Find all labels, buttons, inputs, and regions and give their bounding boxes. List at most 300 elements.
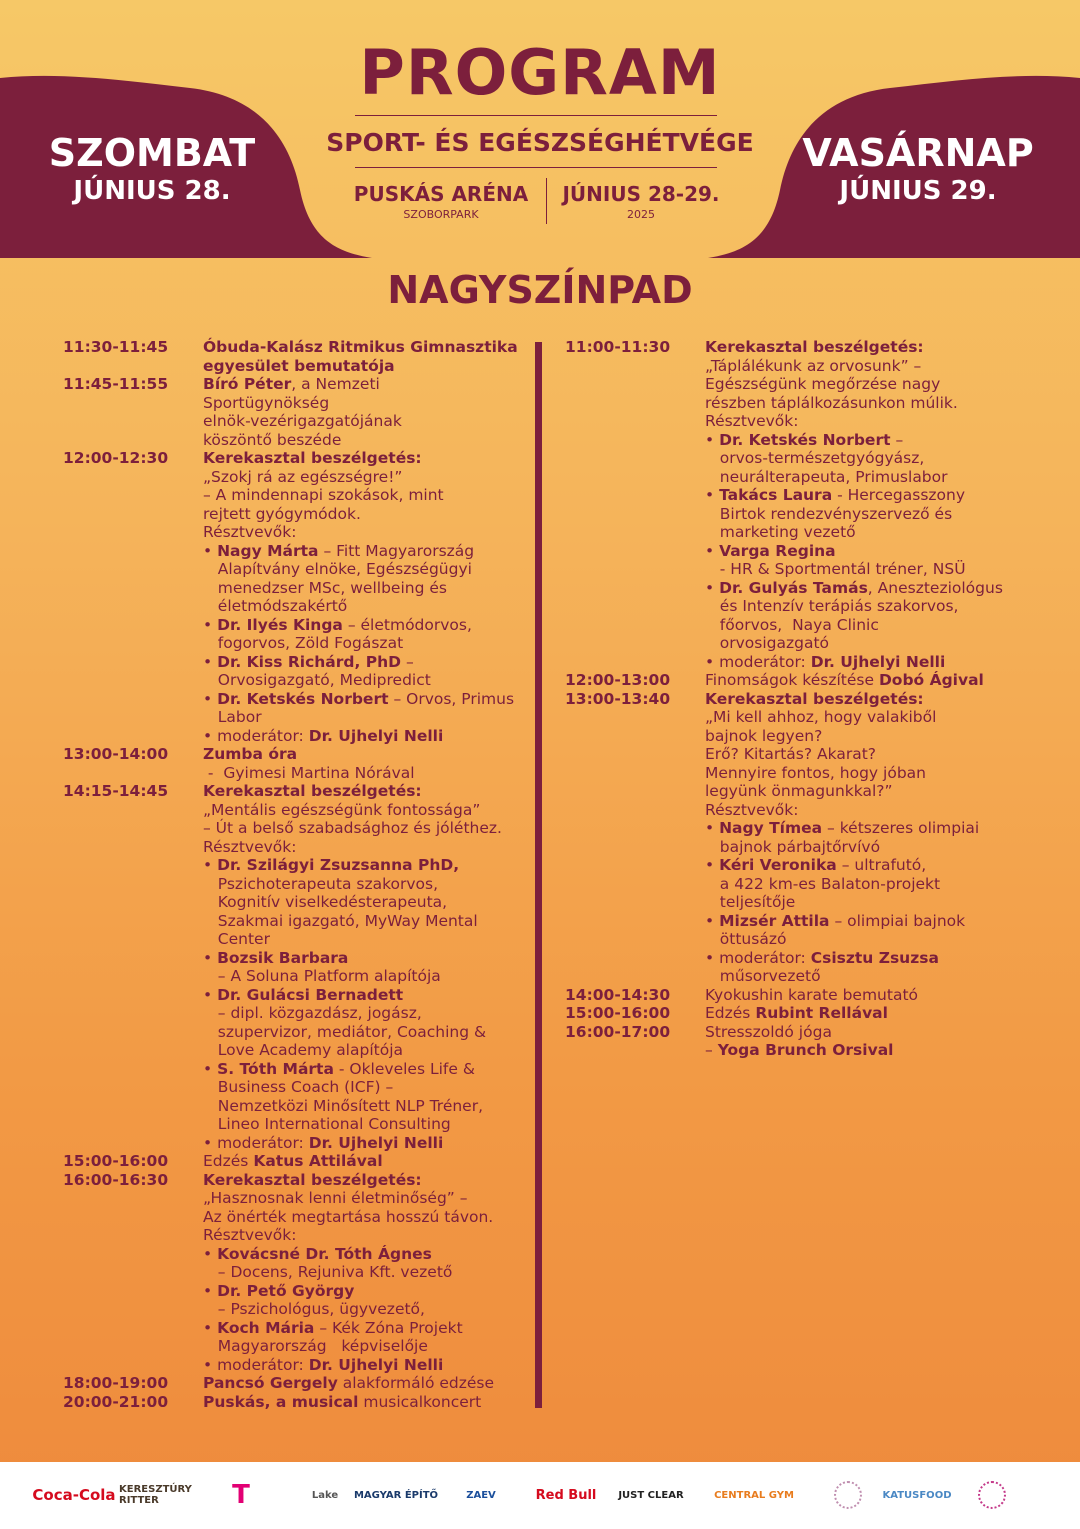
detail-text: „Táplálékunk az orvosunk” – [705, 356, 922, 375]
sponsor-logo-mark [978, 1481, 1006, 1509]
event-details [203, 745, 528, 782]
detail-line [203, 634, 528, 653]
detail-text: , Aneszteziológus [867, 578, 1003, 597]
detail-text: Résztvevők: [203, 837, 297, 856]
venue: PUSKÁS ARÉNA [353, 182, 529, 206]
detail-text: – Út a belső szabadsághoz és jóléthez. [203, 819, 502, 837]
event-dates: JÚNIUS 28-29. [562, 182, 720, 206]
highlight-text: Dr. Pető György [217, 1281, 355, 1300]
detail-text: szupervizor, mediátor, Coaching & [203, 1022, 487, 1041]
detail-text: Stresszoldó jóga [705, 1022, 832, 1041]
detail-text: Résztvevők: [705, 800, 799, 819]
detail-line [203, 986, 528, 1005]
detail-line [705, 930, 1035, 949]
schedule-row [63, 782, 528, 1152]
detail-text: – Orvos, Primus [388, 689, 515, 708]
detail-line [203, 708, 528, 727]
detail-text: – [890, 430, 904, 449]
event-details [203, 1171, 528, 1375]
detail-line [203, 856, 528, 875]
sunday-schedule [565, 338, 1035, 1060]
event-details [705, 986, 1035, 1005]
detail-line [203, 1004, 528, 1023]
detail-line [705, 1004, 1035, 1023]
detail-text: Orvosigazgató, Medipredict [203, 671, 431, 689]
highlight-text: egyesület bemutatója [203, 356, 395, 375]
time-slot: 12:00-13:00 [565, 671, 671, 689]
time-slot: 16:00-16:30 [63, 1170, 169, 1189]
detail-line [203, 838, 528, 857]
detail-text: Edzés [705, 1004, 756, 1022]
detail-text: öttusázó [705, 930, 787, 948]
highlight-text: Bozsik Barbara [217, 948, 349, 967]
detail-text: • [705, 430, 720, 449]
time-slot: 11:30-11:45 [63, 338, 169, 356]
detail-line [705, 412, 1035, 431]
detail-text: • moderátor: [705, 948, 811, 967]
detail-text: „Mi kell ahhoz, hogy valakiből [705, 708, 937, 726]
detail-line [203, 1023, 528, 1042]
detail-line [203, 690, 528, 709]
detail-text: Finomságok készítése [705, 671, 879, 689]
time-slot: 18:00-19:00 [63, 1374, 169, 1392]
time-slot: 16:00-17:00 [565, 1022, 671, 1041]
detail-line [203, 1060, 528, 1079]
detail-line [203, 1134, 528, 1153]
detail-text: és Intenzív terápiás szakorvos, [705, 597, 959, 615]
detail-line [705, 357, 1035, 376]
event-details [203, 782, 528, 1152]
detail-text: „Hasznosnak lenni életminőség” – [203, 1189, 468, 1207]
detail-line [203, 412, 528, 431]
detail-line [705, 449, 1035, 468]
detail-line [705, 671, 1035, 690]
sponsor-logo: JUST CLEAR [618, 1489, 684, 1501]
schedule-row [565, 1004, 1035, 1023]
time-slot: 14:15-14:45 [63, 782, 169, 800]
detail-text: a 422 km-es Balaton-projekt [705, 874, 941, 893]
detail-text: • [203, 615, 218, 634]
detail-text: – dipl. közgazdász, jogász, [203, 1004, 422, 1022]
detail-text: • [203, 856, 218, 874]
highlight-text: Rubint Rellával [755, 1004, 888, 1022]
detail-text: teljesítője [705, 893, 796, 911]
detail-text: • [203, 1244, 218, 1263]
detail-text: neurálterapeuta, Primuslabor [705, 467, 948, 486]
detail-text: – Fitt Magyarország [318, 541, 475, 560]
event-details [203, 1393, 528, 1412]
detail-line [203, 727, 528, 746]
detail-line [203, 653, 528, 672]
highlight-text: Dr. Ujhelyi Nelli [308, 1133, 444, 1152]
schedule-row [63, 338, 528, 375]
detail-text: köszöntő beszéde [203, 430, 342, 449]
detail-line [705, 375, 1035, 394]
schedule-row [565, 671, 1035, 690]
event-details [705, 338, 1035, 671]
time-slot: 12:00-12:30 [63, 449, 169, 467]
time-slot: 14:00-14:30 [565, 985, 671, 1004]
highlight-text: Kerekasztal beszélgetés: [705, 689, 924, 708]
sunday-label [798, 130, 1038, 206]
detail-line [203, 449, 528, 468]
detail-text: • moderátor: [203, 1355, 309, 1374]
sponsor-logo: Coca-Cola [32, 1486, 116, 1504]
saturday-label [32, 130, 272, 206]
detail-line [705, 597, 1035, 616]
detail-line [203, 1152, 528, 1171]
detail-text: • [705, 541, 720, 560]
detail-line [203, 1300, 528, 1319]
highlight-text: Kerekasztal beszélgetés: [705, 338, 924, 356]
time-slot: 11:00-11:30 [565, 338, 671, 356]
schedule-row [63, 1152, 528, 1171]
detail-line [203, 597, 528, 616]
time-slot: 11:45-11:55 [63, 375, 169, 393]
event-details [203, 338, 528, 375]
detail-line [705, 616, 1035, 635]
detail-line [203, 949, 528, 968]
detail-text: Szakmai igazgató, MyWay Mental [203, 911, 478, 930]
detail-text: – Docens, Rejuniva Kft. vezető [203, 1263, 453, 1281]
detail-line [705, 505, 1035, 524]
highlight-text: Dr. Kiss Richárd, PhD [217, 652, 402, 671]
detail-text: • [203, 652, 218, 671]
detail-text: – A Soluna Platform alapítója [203, 967, 441, 985]
detail-line [203, 431, 528, 450]
highlight-text: Puskás, a musical [203, 1392, 359, 1411]
venue-sub: SZOBORPARK [403, 208, 479, 221]
detail-line [705, 1023, 1035, 1042]
detail-line [705, 875, 1035, 894]
detail-line [203, 1282, 528, 1301]
detail-line [705, 782, 1035, 801]
detail-line [705, 431, 1035, 450]
detail-line [203, 357, 528, 376]
highlight-text: Dr. Ketskés Norbert [719, 430, 891, 449]
highlight-text: Dr. Ujhelyi Nelli [308, 1355, 444, 1374]
sponsor-logo-mark [834, 1481, 862, 1509]
detail-line [203, 579, 528, 598]
sponsor-logo: Red Bull [535, 1487, 597, 1503]
detail-line [705, 967, 1035, 986]
detail-text: , a Nemzeti [291, 375, 380, 393]
highlight-text: Kéri Veronika [719, 856, 837, 874]
detail-text: Labor [203, 708, 262, 726]
detail-line [203, 893, 528, 912]
highlight-text: S. Tóth Márta [217, 1059, 334, 1078]
event-year: 2025 [627, 208, 655, 221]
detail-line [705, 653, 1035, 672]
detail-text: – A mindennapi szokások, mint [203, 486, 444, 504]
detail-text: fogorvos, Zöld Fogászat [203, 634, 404, 652]
detail-text: • [203, 1318, 218, 1337]
detail-text: – Pszichológus, ügyvezető, [203, 1300, 425, 1318]
detail-text: Center [203, 930, 270, 948]
highlight-text: Dr. Szilágyi Zsuzsanna PhD, [217, 856, 460, 874]
highlight-text: Koch Mária [217, 1318, 315, 1337]
schedule-row [565, 338, 1035, 671]
sunday-day: VASÁRNAP [802, 131, 1034, 175]
event-details [705, 671, 1035, 690]
highlight-text: Dr. Ujhelyi Nelli [810, 652, 946, 671]
schedule-row [63, 449, 528, 745]
detail-line [203, 468, 528, 487]
detail-line [203, 671, 528, 690]
event-details [203, 375, 528, 449]
detail-line [203, 560, 528, 579]
detail-line [705, 856, 1035, 875]
detail-text: • [203, 948, 218, 967]
detail-line [705, 542, 1035, 561]
detail-line [203, 523, 528, 542]
sponsor-logo: Lake [311, 1489, 339, 1501]
saturday-date: JÚNIUS 28. [73, 176, 231, 206]
detail-line [203, 1245, 528, 1264]
detail-text: Edzés [203, 1152, 254, 1170]
detail-line [203, 1115, 528, 1134]
detail-text: • [705, 911, 720, 930]
detail-line [705, 764, 1035, 783]
detail-line [203, 782, 528, 801]
sponsor-logo: CENTRAL GYM [714, 1489, 794, 1501]
highlight-text: Mizsér Attila [719, 911, 830, 930]
detail-line [203, 745, 528, 764]
detail-line [705, 801, 1035, 820]
detail-line [203, 875, 528, 894]
detail-line [705, 338, 1035, 357]
detail-text: • [705, 819, 720, 837]
detail-text: – ultrafutó, [836, 856, 927, 874]
detail-text: Résztvevők: [705, 412, 799, 430]
highlight-text: Bíró Péter [203, 375, 292, 393]
detail-line [203, 967, 528, 986]
detail-line [705, 523, 1035, 542]
detail-line [203, 1078, 528, 1097]
detail-text: Birtok rendezvényszervező és [705, 504, 953, 523]
detail-text: - Gyimesi Martina Nórával [203, 763, 415, 782]
detail-text: - Hercegasszony [832, 486, 966, 504]
sponsor-logo: KERESZTÚRY RITTER [119, 1484, 192, 1506]
detail-line [203, 1189, 528, 1208]
detail-text: Business Coach (ICF) – [203, 1078, 394, 1096]
detail-text: • moderátor: [203, 1133, 309, 1152]
detail-line [705, 912, 1035, 931]
detail-text: • [203, 541, 218, 560]
detail-line [203, 1226, 528, 1245]
detail-line [705, 893, 1035, 912]
detail-line [203, 912, 528, 931]
detail-line [705, 745, 1035, 764]
highlight-text: Kerekasztal beszélgetés: [203, 449, 422, 467]
detail-line [705, 690, 1035, 709]
detail-line [705, 819, 1035, 838]
detail-line [203, 819, 528, 838]
detail-text: • [705, 486, 720, 504]
detail-text: marketing vezető [705, 523, 856, 541]
detail-text: orvos-természetgyógyász, [705, 449, 925, 467]
detail-text: életmódszakértő [203, 597, 348, 615]
sponsor-logo [947, 1478, 1037, 1512]
sunday-date: JÚNIUS 29. [839, 176, 997, 206]
time-slot: 13:00-13:40 [565, 689, 671, 708]
detail-line [203, 1393, 528, 1412]
event-subtitle: SPORT- ÉS EGÉSZSÉGHÉTVÉGE [326, 128, 754, 157]
detail-text: Résztvevők: [203, 523, 297, 541]
detail-text: – olimpiai bajnok [829, 911, 966, 930]
detail-text: – Kék Zóna Projekt [314, 1318, 463, 1337]
detail-text: alakformáló edzése [337, 1374, 495, 1392]
detail-line [203, 486, 528, 505]
detail-text: Egészségünk megőrzése nagy [705, 375, 941, 393]
detail-text: • [203, 1281, 218, 1300]
detail-line [203, 764, 528, 783]
detail-line [203, 1337, 528, 1356]
detail-text: – [705, 1041, 718, 1059]
detail-line [705, 634, 1035, 653]
schedule-row [63, 375, 528, 449]
schedule-row [565, 690, 1035, 986]
stage-title: NAGYSZÍNPAD [387, 268, 693, 312]
detail-text: menedzser MSc, wellbeing és [203, 578, 447, 597]
detail-text: Alapítvány elnöke, Egészségügyi [203, 560, 472, 578]
highlight-text: Dobó Ágival [878, 671, 984, 689]
detail-text: Résztvevők: [203, 1226, 297, 1244]
saturday-schedule [63, 338, 528, 1411]
detail-text: Sportügynökség [203, 393, 330, 412]
detail-line [705, 727, 1035, 746]
highlight-text: Óbuda-Kalász Ritmikus Gimnasztika [203, 338, 518, 356]
event-details [203, 1374, 528, 1393]
detail-line [203, 542, 528, 561]
detail-line [203, 1097, 528, 1116]
highlight-text: Dr. Ilyés Kinga [217, 615, 343, 634]
detail-text: – [401, 652, 414, 671]
detail-text: Nemzetközi Minősített NLP Tréner, [203, 1096, 484, 1115]
sponsor-logo: T [232, 1480, 250, 1510]
detail-line [705, 579, 1035, 598]
schedule-row [565, 986, 1035, 1005]
column-divider [535, 342, 542, 1408]
detail-line [705, 486, 1035, 505]
detail-text: „Szokj rá az egészségre!” [203, 467, 403, 486]
detail-text: részben táplálkozásunkon múlik. [705, 393, 958, 412]
detail-text: - Okleveles Life & [333, 1059, 475, 1078]
saturday-day: SZOMBAT [48, 131, 256, 175]
detail-text: Erő? Kitartás? Akarat? [705, 745, 877, 763]
detail-line [203, 505, 528, 524]
schedule-row [63, 1393, 528, 1412]
event-details [203, 1152, 528, 1171]
divider-top [355, 115, 717, 116]
detail-text: – életmódorvos, [342, 615, 472, 634]
detail-text: • [203, 689, 218, 708]
time-slot: 13:00-14:00 [63, 745, 169, 763]
detail-text: Kognitív viselkedésterapeuta, [203, 893, 448, 911]
detail-line [203, 338, 528, 357]
highlight-text: Zumba óra [203, 745, 298, 763]
highlight-text: Kerekasztal beszélgetés: [203, 782, 422, 800]
detail-text: Pszichoterapeuta szakorvos, [203, 874, 439, 893]
sponsor-logo: KATUSFOOD [882, 1489, 952, 1501]
time-slot: 15:00-16:00 [63, 1152, 169, 1170]
detail-text: Lineo International Consulting [203, 1115, 451, 1133]
detail-line [705, 838, 1035, 857]
detail-line [203, 930, 528, 949]
detail-line [203, 1356, 528, 1375]
detail-text: • [203, 1059, 218, 1078]
highlight-text: Dr. Ujhelyi Nelli [308, 726, 444, 745]
detail-text: Az önérték megtartása hosszú távon. [203, 1207, 494, 1226]
detail-text: – kétszeres olimpiai [822, 819, 980, 837]
detail-text: Magyarország képviselője [203, 1337, 428, 1355]
highlight-text: Katus Attilával [253, 1152, 383, 1170]
detail-text: elnök-vezérigazgatójának [203, 412, 402, 430]
detail-text: legyünk önmagunkkal?” [705, 782, 893, 800]
detail-line [203, 1263, 528, 1282]
highlight-text: Kovácsné Dr. Tóth Ágnes [217, 1244, 432, 1263]
highlight-text: Takács Laura [719, 486, 833, 504]
time-slot: 15:00-16:00 [565, 1004, 671, 1022]
detail-text: rejtett gyógymódok. [203, 504, 361, 523]
highlight-text: Dr. Gulyás Tamás [719, 578, 868, 597]
detail-line [705, 949, 1035, 968]
detail-line [203, 394, 528, 413]
highlight-text: Yoga Brunch Orsival [717, 1041, 894, 1059]
detail-text: - HR & Sportmentál tréner, NSÜ [705, 560, 966, 578]
detail-text: • [203, 985, 218, 1004]
sponsor-logo: ZAEV [466, 1489, 496, 1501]
detail-text: „Mentális egészségünk fontossága” [203, 800, 481, 819]
detail-text: Kyokushin karate bemutató [705, 985, 919, 1004]
highlight-text: Nagy Tímea [719, 819, 823, 837]
detail-text: bajnok párbajtőrvívó [705, 837, 881, 856]
divider-bottom [355, 167, 717, 168]
detail-line [705, 708, 1035, 727]
highlight-text: Csisztu Zsuzsa [810, 948, 939, 967]
event-details [705, 1004, 1035, 1023]
event-details [203, 449, 528, 745]
detail-text: főorvos, Naya Clinic [705, 615, 879, 634]
schedule-row [63, 1374, 528, 1393]
program-title: PROGRAM [359, 36, 721, 109]
detail-text: bajnok legyen? [705, 726, 823, 745]
detail-line [203, 1319, 528, 1338]
highlight-text: Dr. Ketskés Norbert [217, 689, 389, 708]
detail-line [203, 1171, 528, 1190]
detail-text: • moderátor: [203, 726, 309, 745]
highlight-text: Kerekasztal beszélgetés: [203, 1170, 422, 1189]
highlight-text: Pancsó Gergely [203, 1374, 338, 1392]
event-details [705, 690, 1035, 986]
detail-line [203, 616, 528, 635]
event-details [705, 1023, 1035, 1060]
detail-line [705, 560, 1035, 579]
schedule-row [565, 1023, 1035, 1060]
detail-line [203, 1208, 528, 1227]
detail-text: Love Academy alapítója [203, 1041, 404, 1059]
highlight-text: Dr. Gulácsi Bernadett [217, 985, 404, 1004]
detail-text: Mennyire fontos, hogy jóban [705, 763, 926, 782]
detail-line [203, 1041, 528, 1060]
schedule-row [63, 1171, 528, 1375]
highlight-text: Nagy Márta [217, 541, 319, 560]
detail-line [203, 801, 528, 820]
detail-text: • [705, 856, 720, 874]
detail-line [203, 375, 528, 394]
schedule-row [63, 745, 528, 782]
sponsor-logo: MAGYAR ÉPÍTŐ [353, 1489, 439, 1501]
